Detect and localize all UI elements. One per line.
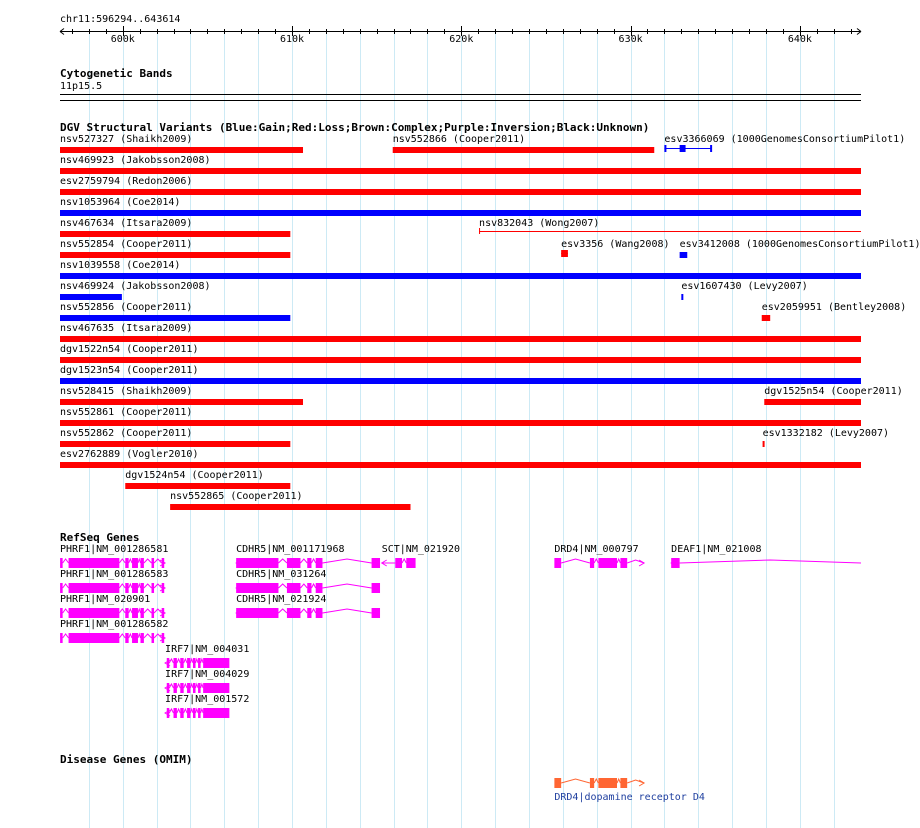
refseq-gene-exon bbox=[307, 558, 311, 568]
refseq-gene-intron bbox=[138, 559, 141, 563]
refseq-gene-intron bbox=[138, 584, 141, 588]
refseq-gene-exon bbox=[187, 683, 190, 693]
refseq-gene-intron bbox=[138, 634, 141, 638]
dgv-variant-bar bbox=[125, 483, 290, 489]
omim-gene-exon bbox=[598, 778, 617, 788]
refseq-gene-exon bbox=[174, 708, 177, 718]
refseq-gene-intron bbox=[196, 684, 199, 688]
refseq-gene-intron bbox=[119, 634, 125, 638]
refseq-gene-intron bbox=[129, 609, 132, 613]
refseq-gene-label[interactable]: SCT|NM_021920 bbox=[381, 544, 460, 555]
ruler-tick-label: 640k bbox=[787, 34, 812, 45]
dgv-variant-label[interactable]: esv2762889 (Vogler2010) bbox=[60, 449, 199, 460]
refseq-gene-label[interactable]: PHRF1|NM_001286581 bbox=[60, 544, 169, 555]
refseq-gene-exon bbox=[620, 558, 627, 568]
refseq-gene-exon bbox=[406, 558, 415, 568]
refseq-gene-exon bbox=[141, 558, 144, 568]
refseq-gene-intron bbox=[402, 559, 406, 563]
refseq-gene-intron bbox=[129, 559, 132, 563]
refseq-gene-exon bbox=[671, 558, 679, 568]
refseq-gene-exon bbox=[162, 558, 165, 568]
refseq-gene-exon bbox=[69, 558, 120, 568]
refseq-gene-intron bbox=[196, 709, 199, 713]
refseq-gene-exon bbox=[198, 683, 201, 693]
refseq-gene-exon bbox=[203, 683, 229, 693]
ruler-tick-label: 620k bbox=[449, 34, 474, 45]
refseq-gene-exon bbox=[141, 608, 144, 618]
dgv-variant-label[interactable]: esv3412008 (1000GenomesConsortiumPilot1) bbox=[679, 239, 920, 250]
refseq-gene-exon bbox=[60, 558, 63, 568]
dgv-variant-bar bbox=[60, 378, 861, 384]
refseq-gene-exon bbox=[198, 708, 201, 718]
dgv-variant-label[interactable]: nsv552866 (Cooper2011) bbox=[392, 134, 526, 145]
dgv-variant-label[interactable]: esv2759794 (Redon2006) bbox=[60, 176, 193, 187]
dgv-variant-label[interactable]: dgv1522n54 (Cooper2011) bbox=[60, 344, 199, 355]
refseq-gene-exon bbox=[162, 583, 165, 593]
dgv-variant-bar bbox=[60, 168, 861, 174]
refseq-gene-intron bbox=[617, 559, 620, 563]
refseq-gene-label[interactable]: DRD4|NM_000797 bbox=[554, 544, 639, 555]
refseq-gene-exon bbox=[69, 633, 120, 643]
refseq-gene-intron bbox=[184, 684, 187, 688]
refseq-gene-intron bbox=[184, 709, 187, 713]
dgv-variant-label[interactable]: nsv467635 (Itsara2009) bbox=[60, 323, 193, 334]
refseq-gene-label[interactable]: PHRF1|NM_020901 bbox=[60, 594, 151, 605]
refseq-gene-exon bbox=[162, 633, 165, 643]
refseq-gene-exon bbox=[554, 558, 561, 568]
refseq-gene-exon bbox=[198, 658, 201, 668]
dgv-variant-bar bbox=[764, 399, 861, 405]
dgv-track-title: DGV Structural Variants (Blue:Gain;Red:Loss;Brown:Complex;Purple:Inversion;Black:Unknown) bbox=[60, 121, 650, 134]
dgv-variant-label[interactable]: nsv469924 (Jakobsson2008) bbox=[60, 281, 211, 292]
dgv-variant-label[interactable]: nsv527327 (Shaikh2009) bbox=[60, 134, 193, 145]
refseq-gene-exon bbox=[236, 608, 278, 618]
ruler-tick-label: 600k bbox=[110, 34, 135, 45]
omim-gene-exon bbox=[620, 778, 627, 788]
refseq-gene-exon bbox=[167, 658, 170, 668]
refseq-gene-intron bbox=[144, 584, 152, 588]
dgv-variant-label[interactable]: nsv1039558 (Coe2014) bbox=[60, 260, 181, 271]
refseq-gene-exon bbox=[598, 558, 617, 568]
refseq-gene-exon bbox=[307, 608, 311, 618]
refseq-gene-exon bbox=[167, 708, 170, 718]
refseq-gene-label[interactable]: IRF7|NM_004029 bbox=[165, 669, 250, 680]
refseq-gene-exon bbox=[125, 558, 128, 568]
refseq-gene-exon bbox=[152, 633, 155, 643]
refseq-gene-intron bbox=[184, 659, 187, 663]
dgv-variant-bar bbox=[60, 336, 861, 342]
refseq-gene-exon bbox=[141, 633, 144, 643]
refseq-gene-exon bbox=[132, 633, 138, 643]
dgv-variant-bar bbox=[393, 147, 655, 153]
refseq-gene-exon bbox=[372, 608, 380, 618]
dgv-variant-label[interactable]: nsv552862 (Cooper2011) bbox=[60, 428, 193, 439]
refseq-gene-exon bbox=[60, 583, 63, 593]
dgv-variant-block bbox=[664, 145, 666, 152]
dgv-variant-bar bbox=[60, 315, 290, 321]
refseq-gene-intron bbox=[138, 609, 141, 613]
refseq-gene-intron bbox=[144, 559, 152, 563]
dgv-variant-label[interactable]: dgv1525n54 (Cooper2011) bbox=[764, 386, 903, 397]
refseq-gene-intron bbox=[278, 584, 286, 588]
refseq-gene-intron bbox=[561, 559, 590, 563]
refseq-gene-label[interactable]: PHRF1|NM_001286582 bbox=[60, 619, 169, 630]
refseq-gene-exon bbox=[236, 583, 278, 593]
ruler-tick-label: 610k bbox=[280, 34, 305, 45]
refseq-gene-exon bbox=[132, 608, 138, 618]
refseq-gene-exon bbox=[60, 633, 63, 643]
dgv-variant-label[interactable]: esv1332182 (Levy2007) bbox=[762, 428, 890, 439]
refseq-gene-exon bbox=[203, 708, 229, 718]
refseq-gene-label[interactable]: PHRF1|NM_001286583 bbox=[60, 569, 169, 580]
dgv-variant-bar bbox=[680, 252, 688, 258]
dgv-variant-label[interactable]: nsv528415 (Shaikh2009) bbox=[60, 386, 193, 397]
dgv-variant-bar bbox=[60, 294, 122, 300]
refseq-gene-exon bbox=[203, 658, 229, 668]
refseq-gene-exon bbox=[141, 583, 144, 593]
dgv-variant-label[interactable]: nsv832043 (Wong2007) bbox=[479, 218, 600, 229]
refseq-gene-label[interactable]: DEAF1|NM_021008 bbox=[671, 544, 762, 555]
dgv-variant-bar bbox=[60, 420, 861, 426]
refseq-gene-intron bbox=[300, 609, 307, 613]
refseq-gene-exon bbox=[287, 608, 301, 618]
refseq-gene-exon bbox=[287, 583, 301, 593]
refseq-gene-exon bbox=[307, 583, 311, 593]
refseq-gene-label[interactable]: CDHR5|NM_001171968 bbox=[236, 544, 345, 555]
dgv-variant-label[interactable]: nsv552856 (Cooper2011) bbox=[60, 302, 193, 313]
dgv-variant-label[interactable]: esv3366069 (1000GenomesConsortiumPilot1) bbox=[664, 134, 906, 145]
refseq-gene-label[interactable]: IRF7|NM_001572 bbox=[165, 694, 250, 705]
refseq-gene-intron bbox=[311, 584, 315, 588]
omim-gene-label[interactable]: DRD4|dopamine receptor D4 bbox=[554, 792, 705, 803]
refseq-gene-exon bbox=[152, 583, 155, 593]
refseq-gene-exon bbox=[180, 683, 183, 693]
refseq-gene-intron bbox=[169, 659, 173, 663]
omim-gene-intron bbox=[617, 779, 620, 783]
refseq-gene-intron bbox=[63, 609, 69, 613]
dgv-variant-label[interactable]: dgv1523n54 (Cooper2011) bbox=[60, 365, 199, 376]
dgv-variant-bar bbox=[60, 273, 861, 279]
dgv-variant-block bbox=[710, 145, 712, 152]
refseq-gene-intron bbox=[169, 709, 173, 713]
refseq-gene-exon bbox=[132, 583, 138, 593]
dgv-variant-label[interactable]: dgv1524n54 (Cooper2011) bbox=[125, 470, 264, 481]
dgv-variant-block bbox=[680, 145, 686, 152]
dgv-variant-bar bbox=[763, 441, 765, 447]
refseq-gene-label[interactable]: CDHR5|NM_021924 bbox=[236, 594, 327, 605]
refseq-gene-exon bbox=[125, 583, 128, 593]
refseq-gene-intron bbox=[119, 584, 125, 588]
refseq-gene-exon bbox=[180, 658, 183, 668]
omim-gene-strand-arrow bbox=[639, 780, 644, 786]
refseq-gene-intron bbox=[177, 709, 180, 713]
ruler-tick-label: 630k bbox=[618, 34, 643, 45]
refseq-gene-intron bbox=[201, 659, 204, 663]
refseq-gene-intron bbox=[201, 709, 204, 713]
refseq-gene-intron bbox=[300, 584, 307, 588]
dgv-variant-bar bbox=[60, 399, 303, 405]
dgv-variant-bar bbox=[60, 147, 303, 153]
refseq-gene-intron bbox=[311, 559, 315, 563]
dgv-variant-label[interactable]: nsv552854 (Cooper2011) bbox=[60, 239, 193, 250]
dgv-variant-label[interactable]: nsv552865 (Cooper2011) bbox=[170, 491, 303, 502]
dgv-variant-bar bbox=[762, 315, 770, 321]
refseq-gene-exon bbox=[60, 608, 63, 618]
omim-gene-exon bbox=[590, 778, 594, 788]
refseq-gene-intron bbox=[300, 559, 307, 563]
refseq-gene-intron bbox=[119, 559, 125, 563]
refseq-gene-exon bbox=[132, 558, 138, 568]
refseq-gene-exon bbox=[193, 658, 196, 668]
refseq-gene-exon bbox=[187, 708, 190, 718]
refseq-gene-intron bbox=[196, 659, 199, 663]
dgv-variant-label[interactable]: esv3356 (Wang2008) bbox=[561, 239, 670, 250]
refseq-gene-intron bbox=[63, 634, 69, 638]
refseq-gene-label[interactable]: IRF7|NM_004031 bbox=[165, 644, 250, 655]
refseq-gene-label[interactable]: CDHR5|NM_031264 bbox=[236, 569, 327, 580]
refseq-gene-intron bbox=[144, 634, 152, 638]
dgv-variant-label[interactable]: nsv467634 (Itsara2009) bbox=[60, 218, 193, 229]
refseq-gene-intron bbox=[63, 584, 69, 588]
refseq-track-title: RefSeq Genes bbox=[60, 531, 140, 544]
refseq-gene-exon bbox=[125, 633, 128, 643]
refseq-gene-exon bbox=[69, 583, 120, 593]
dgv-variant-block bbox=[561, 250, 568, 257]
refseq-gene-exon bbox=[372, 558, 380, 568]
refseq-gene-intron bbox=[119, 609, 125, 613]
refseq-gene-exon bbox=[187, 658, 190, 668]
refseq-gene-exon bbox=[316, 608, 323, 618]
refseq-gene-exon bbox=[193, 708, 196, 718]
dgv-variant-bar bbox=[60, 210, 861, 216]
refseq-gene-intron bbox=[322, 559, 371, 563]
dgv-variant-bar bbox=[60, 441, 290, 447]
refseq-gene-exon bbox=[316, 558, 323, 568]
dgv-variant-label[interactable]: esv2059951 (Bentley2008) bbox=[761, 302, 907, 313]
dgv-variant-label[interactable]: nsv469923 (Jakobsson2008) bbox=[60, 155, 211, 166]
refseq-gene-exon bbox=[174, 658, 177, 668]
refseq-gene-intron bbox=[680, 560, 861, 563]
refseq-gene-exon bbox=[180, 708, 183, 718]
dgv-variant-bar bbox=[60, 462, 861, 468]
omim-track-title: Disease Genes (OMIM) bbox=[60, 753, 193, 766]
omim-gene-exon bbox=[554, 778, 561, 788]
refseq-gene-intron bbox=[311, 609, 315, 613]
refseq-gene-intron bbox=[177, 659, 180, 663]
dgv-variant-bar bbox=[60, 189, 861, 195]
refseq-gene-exon bbox=[316, 583, 323, 593]
dgv-variant-label[interactable]: esv1607430 (Levy2007) bbox=[681, 281, 808, 292]
refseq-gene-intron bbox=[177, 684, 180, 688]
refseq-gene-intron bbox=[201, 684, 204, 688]
dgv-variant-bar bbox=[60, 231, 290, 237]
refseq-gene-exon bbox=[590, 558, 594, 568]
refseq-gene-exon bbox=[69, 608, 120, 618]
refseq-gene-exon bbox=[236, 558, 278, 568]
refseq-gene-exon bbox=[152, 558, 155, 568]
refseq-gene-exon bbox=[174, 683, 177, 693]
dgv-variant-bar bbox=[60, 357, 861, 363]
refseq-gene-exon bbox=[167, 683, 170, 693]
refseq-gene-intron bbox=[278, 609, 286, 613]
refseq-gene-exon bbox=[287, 558, 301, 568]
refseq-gene-exon bbox=[125, 608, 128, 618]
cytoband-track-title: Cytogenetic Bands bbox=[60, 67, 173, 80]
refseq-gene-intron bbox=[169, 684, 173, 688]
refseq-gene-strand-arrow bbox=[639, 560, 644, 566]
omim-gene-intron bbox=[561, 779, 590, 783]
refseq-gene-intron bbox=[278, 559, 286, 563]
dgv-variant-bar bbox=[60, 252, 290, 258]
refseq-gene-exon bbox=[395, 558, 402, 568]
refseq-gene-intron bbox=[322, 609, 371, 613]
dgv-variant-bar bbox=[170, 504, 410, 510]
locus-label: chr11:596294..643614 bbox=[60, 14, 181, 25]
refseq-gene-exon bbox=[372, 583, 380, 593]
cytoband-label: 11p15.5 bbox=[60, 81, 103, 92]
refseq-gene-intron bbox=[322, 584, 371, 588]
refseq-gene-exon bbox=[162, 608, 165, 618]
refseq-gene-intron bbox=[129, 634, 132, 638]
refseq-gene-exon bbox=[152, 608, 155, 618]
refseq-gene-intron bbox=[144, 609, 152, 613]
dgv-variant-label[interactable]: nsv552861 (Cooper2011) bbox=[60, 407, 193, 418]
refseq-gene-exon bbox=[193, 683, 196, 693]
refseq-gene-intron bbox=[129, 584, 132, 588]
dgv-variant-bar bbox=[681, 294, 683, 300]
refseq-gene-intron bbox=[63, 559, 69, 563]
dgv-variant-label[interactable]: nsv1053964 (Coe2014) bbox=[60, 197, 181, 208]
